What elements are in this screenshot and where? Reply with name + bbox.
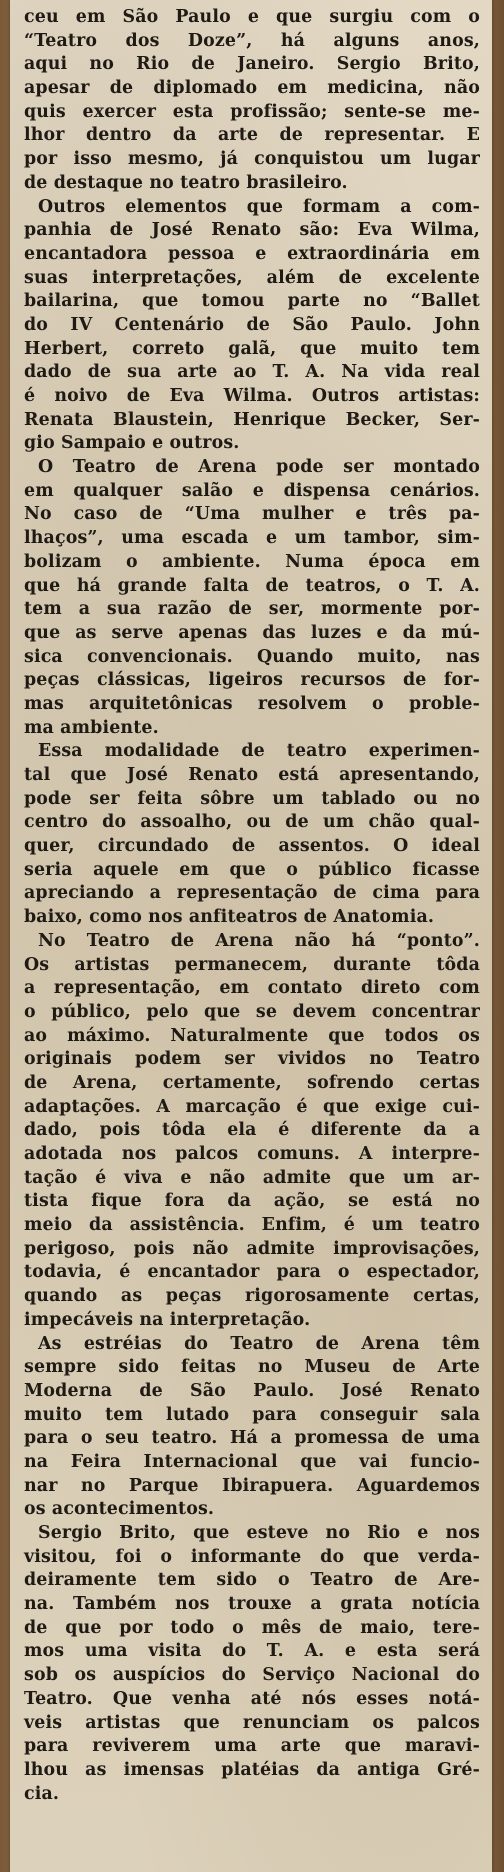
text-line: apesar de diplomado em medicina, não [24, 78, 480, 99]
text-line: sob os auspícios do Serviço Nacional do [24, 1665, 480, 1686]
text-line: na. Também nos trouxe a grata notícia [24, 1594, 480, 1615]
text-line: que as serve apenas das luzes e da mú- [24, 622, 480, 643]
text-line: Herbert, correto galã, que muito tem [24, 338, 480, 359]
text-line: originais podem ser vividos no Teatro [24, 1049, 480, 1070]
text-line: panhia de José Renato são: Eva Wilma, [24, 220, 480, 241]
article-column [24, 6, 480, 1806]
text-line: Moderna de São Paulo. José Renato [24, 1380, 480, 1401]
text-line: cia. [24, 1783, 60, 1804]
text-line: As estréias do Teatro de Arena têm [38, 1333, 480, 1354]
paragraph-4 [24, 740, 480, 930]
text-line: é noivo de Eva Wilma. Outros artistas: [24, 386, 480, 406]
text-line: impecáveis na interpretação. [24, 1309, 311, 1330]
text-line: para reviverem uma arte que maravi- [24, 1736, 480, 1757]
text-line: bolizam o ambiente. Numa época em [24, 551, 480, 572]
text-line: quer, circundado de assentos. O ideal [24, 836, 480, 857]
text-line: suas interpretações, além de excelente [24, 267, 480, 288]
text-line: apreciando a representação de cima para [24, 883, 480, 904]
text-line: gio Sampaio e outros. [24, 433, 240, 454]
text-line: de destaque no teatro brasileiro. [24, 172, 348, 193]
newspaper-clipping [10, 0, 492, 1872]
text-line: deiramente tem sido o Teatro de Are- [24, 1570, 480, 1591]
text-line: que há grande falta de teatros, o T. A. [24, 575, 480, 596]
text-line: Outros elementos que formam a com- [38, 196, 480, 217]
text-line: seria aquele em que o público ficasse [24, 859, 480, 880]
text-line: dado de sua arte ao T. A. Na vida real [24, 362, 480, 383]
text-line: ma ambiente. [24, 717, 159, 738]
text-line: O Teatro de Arena pode ser montado [38, 457, 480, 478]
paragraph-2 [24, 196, 480, 457]
text-line: dado, pois tôda ela é diferente da a [24, 1120, 480, 1141]
text-line: de Arena, certamente, sofrendo certas [24, 1072, 480, 1093]
paragraph-1 [24, 6, 480, 196]
text-line: mas arquitetônicas resolvem o proble- [24, 693, 480, 714]
text-line: pode ser feita sôbre um tablado ou no [24, 788, 480, 809]
text-line: quando as peças rigorosamente certas, [24, 1286, 480, 1307]
text-line: visitou, foi o informante do que verda- [24, 1546, 480, 1567]
text-line: sempre sido feitas no Museu de Arte [24, 1357, 480, 1378]
text-line: do IV Centenário de São Paulo. John [24, 314, 480, 335]
text-line: adaptações. A marcação é que exige cui- [24, 1096, 480, 1117]
text-line: lhor dentro da arte de representar. E [24, 125, 480, 146]
text-line: mos uma visita do T. A. e esta será [24, 1641, 480, 1662]
paragraph-6 [24, 1333, 480, 1523]
text-line: Renata Blaustein, Henrique Becker, Ser- [24, 409, 480, 430]
text-line: peças clássicas, ligeiros recursos de for- [24, 670, 480, 691]
text-line: nar no Parque Ibirapuera. Aguardemos [24, 1475, 480, 1496]
text-line: Essa modalidade de teatro experimen- [38, 741, 480, 762]
text-line: tista fique fora da ação, se está no [24, 1191, 480, 1212]
text-line: centro do assoalho, ou de um chão qual- [24, 812, 480, 833]
text-line: a representação, em contato direto com [24, 978, 480, 999]
text-line: No Teatro de Arena não há “ponto”. [38, 930, 480, 951]
paragraph-5 [24, 930, 480, 1333]
paragraph-7 [24, 1522, 480, 1806]
text-line: tem a sua razão de ser, mormente por- [24, 599, 480, 620]
text-line: para o seu teatro. Há a promessa de uma [24, 1428, 480, 1449]
text-line: Os artistas permanecem, durante tôda [24, 954, 480, 975]
text-line: ceu em São Paulo e que surgiu com o [24, 7, 480, 27]
text-line: Sergio Brito, que esteve no Rio e nos [38, 1523, 480, 1543]
text-line: ao máximo. Naturalmente que todos os [24, 1025, 480, 1046]
text-line: sica convencionais. Quando muito, nas [24, 646, 480, 667]
text-line: em qualquer salão e dispensa cenários. [24, 480, 480, 501]
text-line: baixo, como nos anfiteatros de Anatomia. [24, 907, 435, 928]
text-line: tal que José Renato está apresentando, [24, 765, 480, 785]
text-line: aqui no Rio de Janeiro. Sergio Brito, [24, 54, 480, 75]
text-line: No caso de “Uma mulher e três pa- [24, 504, 480, 525]
text-line: o público, pelo que se devem concentrar [24, 1001, 480, 1022]
text-line: meio da assistência. Enfim, é um teatro [24, 1215, 480, 1236]
text-line: muito tem lutado para conseguir sala [24, 1404, 480, 1425]
text-line: bailarina, que tomou parte no “Ballet [24, 291, 480, 312]
text-line: quis exercer esta profissão; sente-se me- [24, 101, 480, 122]
text-line: por isso mesmo, já conquistou um lugar [24, 149, 480, 170]
text-line: de que por todo o mês de maio, tere- [24, 1617, 480, 1638]
text-line: lhou as imensas platéias da antiga Gré- [24, 1759, 480, 1780]
text-line: os acontecimentos. [24, 1499, 215, 1520]
text-line: perigoso, pois não admite improvisações, [24, 1238, 480, 1259]
text-line: Teatro. Que venha até nós esses notá- [24, 1688, 480, 1709]
text-line: tação é viva e não admite que um ar- [24, 1167, 480, 1188]
text-line: na Feira Internacional que vai funcio- [24, 1451, 480, 1472]
text-line: adotada nos palcos comuns. A interpre- [24, 1144, 480, 1164]
text-line: lhaços”, uma escada e um tambor, sim- [24, 528, 480, 549]
paragraph-3 [24, 456, 480, 740]
text-line: encantadora pessoa e extraordinária em [24, 243, 480, 264]
text-line: veis artistas que renunciam os palcos [24, 1712, 480, 1733]
text-line: todavia, é encantador para o espectador, [24, 1262, 480, 1283]
text-line: “Teatro dos Doze”, há alguns anos, [24, 30, 480, 51]
